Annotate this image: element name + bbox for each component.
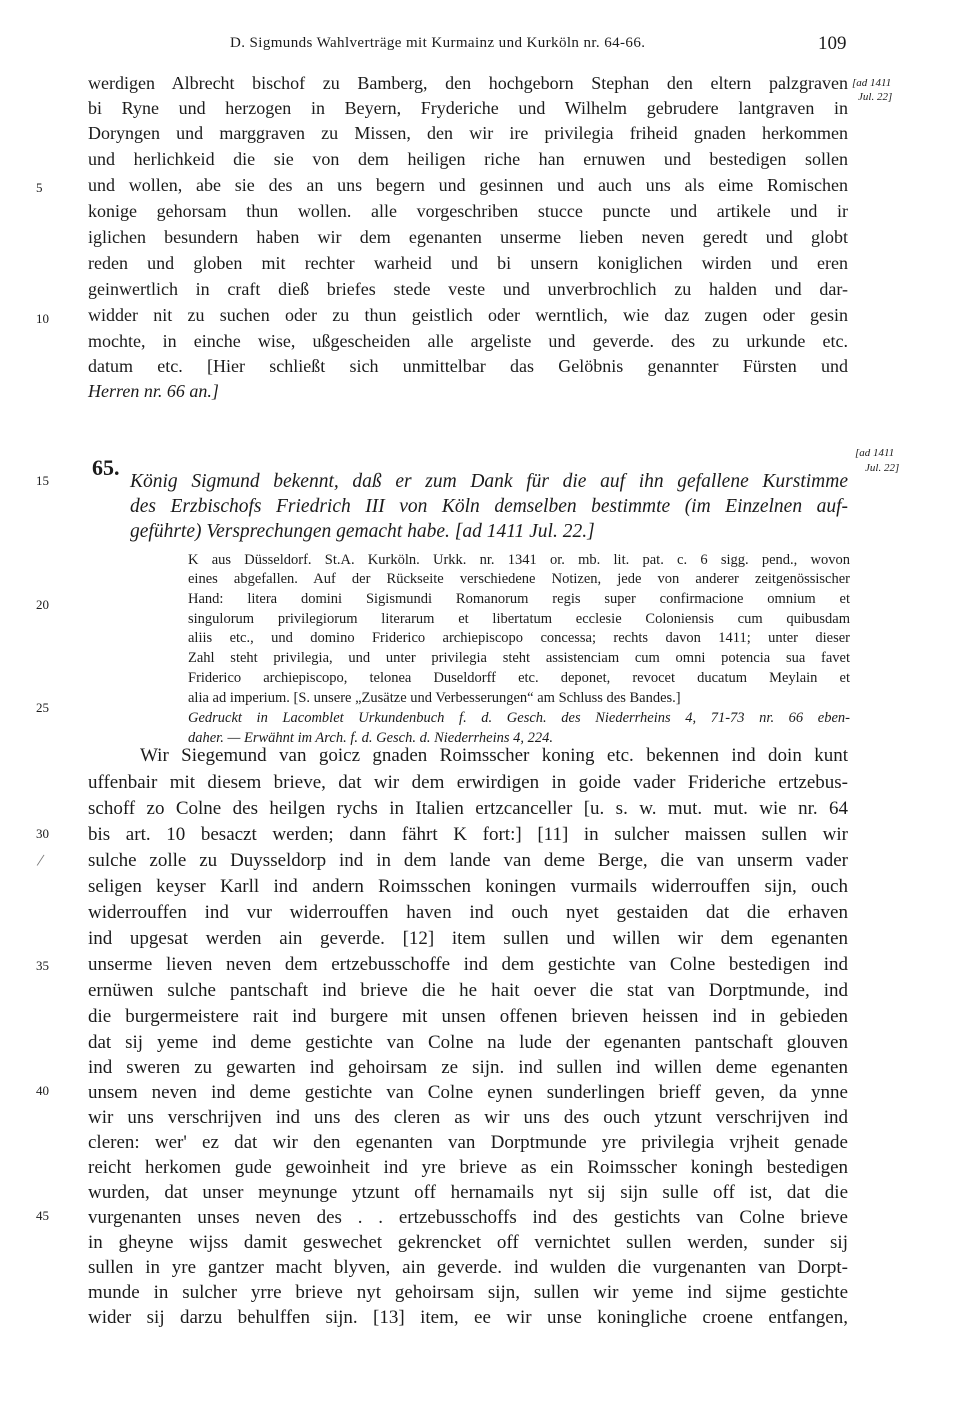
margin-date-note: Jul. 22] (858, 91, 893, 103)
running-header-title: D. Sigmunds Wahlverträge mit Kurmainz und Kurköln nr. 64-66. (230, 35, 646, 51)
line-number: 5 (36, 180, 43, 195)
line-number: 15 (36, 473, 49, 488)
text-line: reicht herkomen gude gewoinheit ind yre brieve as ein Roimsscher koningh bestedigen (88, 1157, 848, 1178)
source-note-line: Hand: litera domini Sigismundi Romanorum regis super confirmacione omnium et (188, 590, 850, 607)
document-title-line: König Sigmund bekennt, daß er zum Dank für die auf ihn gefallene Kurstimme (130, 470, 848, 492)
text-line: uffenbair mit diesem brieve, dat wir dem erwirdigen in goide vader Frideriche ertzebus- (88, 772, 848, 793)
source-note-line: eines abgefallen. Auf der Rückseite verschiedene Notizen, jede von anderer zeitgenössischer (188, 570, 850, 587)
line-number: 25 (36, 700, 49, 715)
text-line: munde in sulcher yrre brieve nyt gehoirsam sijn, sullen wir yeme ind sijme gestichte (88, 1282, 848, 1303)
margin-date-note: [ad 1411 (852, 77, 892, 89)
source-note-line: Friderico archiepiscopo, telonea Duseldorff etc. deponet, revocet ducatum Meylain et (188, 669, 850, 686)
text-line: geinwertlich in craft dieß briefes stede veste und unverbrochlich zu halden und dar- (88, 279, 848, 299)
text-line: iglichen besundern haben wir dem egenanten unserme lieben neven geredt und globt (88, 227, 848, 247)
text-line: seligen keyser Karll ind andern Roimsschen koningen vurmails widerrouffen sijn, ouch (88, 876, 848, 897)
text-line: ind sweren zu gewarten ind gehoirsam ze sijn. ind sullen ind willen deme egenanten (88, 1057, 848, 1078)
document-title-line: des Erzbischofs Friedrich III von Köln demselben bestimmte (im Einzelnen auf- (130, 495, 848, 517)
line-number: 45 (36, 1208, 49, 1223)
margin-date-note: Jul. 22] (865, 462, 900, 474)
line-number: 10 (36, 311, 49, 326)
text-line: in gheyne wijss damit geswechet gekrencket off vernichtet sullen werden, sunder sij (88, 1232, 848, 1253)
text-line: unserme lieven neven dem ertzebusschoffe ind dem gestichte van Colne bestedigen ind (88, 954, 848, 975)
page-number: 109 (818, 33, 847, 54)
line-number: 20 (36, 597, 49, 612)
text-line: widder nit zu suchen oder zu thun geistlich oder werntlich, wie daz zugen oder gesin (88, 305, 848, 325)
text-line: datum etc. [Hier schließt sich unmittelbar das Gelöbnis genannter Fürsten und (88, 356, 848, 376)
text-line: vurgenanten unses neven des . . ertzebusschoffs ind des gestichts van Colne brieve (88, 1207, 848, 1228)
text-line: werdigen Albrecht bischof zu Bamberg, den hochgeborn Stephan den eltern palzgraven (88, 73, 848, 93)
text-line: widerrouffen ind vur widerrouffen haven ind ouch nyet gestaiden dat die erhaven (88, 902, 848, 923)
margin-date-note: [ad 1411 (855, 447, 895, 459)
text-line: wider sij darzu behulffen sijn. [13] item, ee wir unse koningliche croene entfangen, (88, 1307, 848, 1328)
text-line: bis art. 10 besaczt werden; dann fährt K fort:] [11] in sulcher maissen sullen wir (88, 824, 848, 845)
line-number: 35 (36, 958, 49, 973)
text-line: und herlichkeid die sie von dem heiligen riche han ernuwen und bestedigen sollen (88, 149, 848, 169)
source-note-line: daher. — Erwähnt im Arch. f. d. Gesch. d. Niederrheins 4, 224. (188, 729, 554, 746)
text-line: ind upgesat werden ain geverde. [12] item sullen und willen wir dem egenanten (88, 928, 848, 949)
source-note-line: Gedruckt in Lacomblet Urkundenbuch f. d. Gesch. des Niederrheins 4, 71-73 nr. 66 eben- (188, 709, 850, 726)
text-line: sulche zolle zu Duysseldorp ind in dem lande van deme Berge, die van unserm vader (88, 850, 848, 871)
text-line: die burgermeistere rait ind burgere mit unsen offenen brieven heissen ind in gebieden (88, 1006, 848, 1027)
text-line: und wollen, abe sie des an uns begern und gesinnen und auch uns als eime Romischen (88, 175, 848, 195)
pencil-mark: / (35, 849, 46, 871)
source-note-line: Zahl steht privilegia, und unter privilegia steht assistenciam cum omni potencia sua favet (188, 649, 850, 666)
text-line: bi Ryne und herzogen in Beyern, Fryderiche und Wilhelm gebrudere lantgraven in (88, 98, 848, 118)
source-note-line: aliis etc., und domino Friderico archiepiscopo concessa; rechts davon 1411; unter dieser (188, 629, 850, 646)
line-number: 40 (36, 1083, 49, 1098)
document-title-line: geführte) Versprechungen gemacht habe. [ad 1411 Jul. 22.] (130, 520, 595, 542)
text-line: cleren: wer' ez dat wir den egenanten van Dorptmunde yre privilegia vrjheit genade (88, 1132, 848, 1153)
source-note-line: singulorum privilegiorum literarum et libertatum ecclesie Coloniensis cum quibusdam (188, 610, 850, 627)
source-note-line: K aus Düsseldorf. St.A. Kurköln. Urkk. nr. 1341 or. mb. lit. pat. c. 6 sigg. pend., wovon (188, 551, 850, 568)
text-line: reden und globen mit rechter warheid und bi unsern koniglichen wirden und eren (88, 253, 848, 273)
document-number: 65. (92, 455, 120, 480)
text-line: wir uns verschrijven ind uns des cleren as wir uns des ouch ytzunt verschrijven ind (88, 1107, 848, 1128)
text-line: Wir Siegemund van goicz gnaden Roimsscher koning etc. bekennen ind doin kunt (140, 745, 848, 766)
text-line: sullen in yre gantzer macht blyven, ain geverde. ind wulden die vurgenanten van Dorpt- (88, 1257, 848, 1278)
text-line: Doryngen und marggraven zu Missen, den wir ire privilegia friheid gnaden herkommen (88, 123, 848, 143)
text-line: konige gehorsam thun wollen. alle vorgeschriben stucce puncte und artikele und ir (88, 201, 848, 221)
text-line: unsem neven ind deme gestichte van Colne eynen sunderlingen brieff geven, da ynne (88, 1082, 848, 1103)
text-line: schoff zo Colne des heilgen rychs in Italien ertzcanceller [u. s. w. mut. mut. wie nr. 64 (88, 798, 848, 819)
text-line: dat sij yeme ind deme gestichte van Colne na lude der egenanten pantschaft glouven (88, 1032, 848, 1053)
line-number: 30 (36, 826, 49, 841)
text-line: mochte, in einche wise, ußgescheiden alle argeliste und geverde. des zu urkunde etc. (88, 331, 848, 351)
text-line: Herren nr. 66 an.] (88, 381, 219, 401)
text-line: wurden, dat unser meynunge ytzunt off hernamails nyt sij sijn sulle off ist, dat die (88, 1182, 848, 1203)
source-note-line: alia ad imperium. [S. unsere „Zusätze und Verbesserungen“ am Schluss des Bandes.] (188, 689, 681, 706)
text-line: ernüwen sulche pantschaft ind brieve die he hait oever die stat van Dorptmunde, ind (88, 980, 848, 1001)
